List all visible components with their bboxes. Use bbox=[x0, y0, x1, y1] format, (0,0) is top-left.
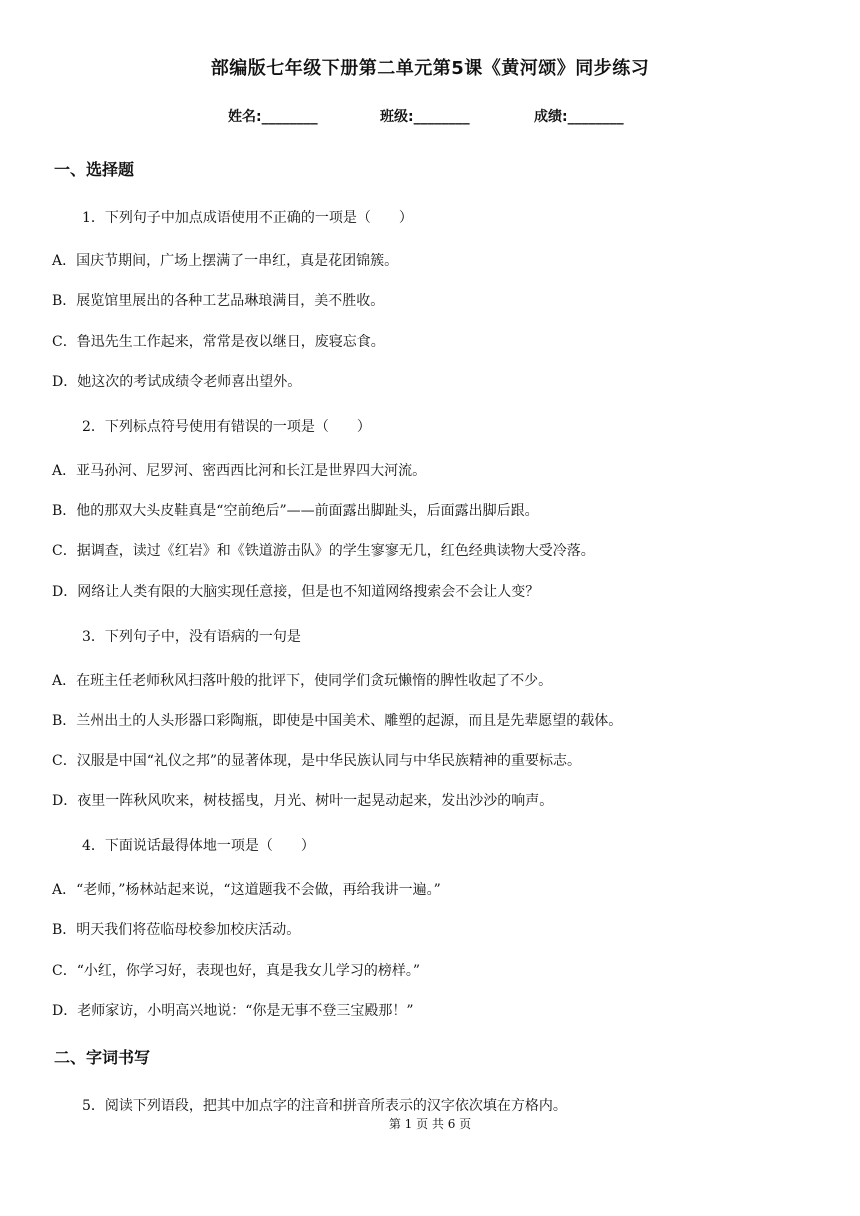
question-option: D．网络让人类有限的大脑实现任意接，但是也不知道网络搜索会不会让人变？ bbox=[52, 584, 540, 600]
question-option: A．在班主任老师秋风扫落叶般的批评下，使同学们贪玩懒惰的脾性收起了不少。 bbox=[52, 673, 553, 689]
question-option: D．老师家访，小明高兴地说：“你是无事不登三宝殿那！” bbox=[52, 1003, 414, 1019]
page-title: 部编版七年级下册第二单元第5课《黄河颂》同步练习 bbox=[210, 58, 650, 79]
question-stem: 4．下面说话最得体地一项是（ ） bbox=[82, 838, 315, 854]
question-option: B．明天我们将莅临母校参加校庆活动。 bbox=[52, 922, 301, 938]
question-option: A．“老师，”杨林站起来说，“这道题我不会做，再给我讲一遍。” bbox=[52, 882, 441, 898]
question-option: C．“小红，你学习好，表现也好，真是我女儿学习的榜样。” bbox=[52, 963, 421, 979]
question-option: C．据调查，读过《红岩》和《铁道游击队》的学生寥寥无几，红色经典读物大受冷落。 bbox=[52, 543, 595, 559]
score-field-label: 成绩:________ bbox=[534, 109, 624, 125]
question-option: B．他的那双大头皮鞋真是“空前绝后”——前面露出脚趾头，后面露出脚后跟。 bbox=[52, 503, 539, 519]
class-field-label: 班级:________ bbox=[380, 109, 470, 125]
section-heading: 一、选择题 bbox=[54, 160, 135, 179]
question-option: C．鲁迅先生工作起来，常常是夜以继日，废寝忘食。 bbox=[52, 334, 385, 350]
section-heading: 二、字词书写 bbox=[54, 1048, 151, 1067]
question-option: A．亚马孙河、尼罗河、密西西比河和长江是世界四大河流。 bbox=[52, 463, 427, 479]
question-stem: 3．下列句子中，没有语病的一句是 bbox=[82, 629, 301, 645]
page-footer: 第 1 页 共 6 页 bbox=[388, 1117, 472, 1131]
question-option: B．展览馆里展出的各种工艺品琳琅满目，美不胜收。 bbox=[52, 293, 385, 309]
question-option: B．兰州出土的人头形器口彩陶瓶，即使是中国美术、雕塑的起源，而且是先辈愿望的载体。 bbox=[52, 713, 623, 729]
name-field-label: 姓名:________ bbox=[228, 109, 318, 125]
question-option: C．汉服是中国“礼仪之邦”的显著体现，是中华民族认同与中华民族精神的重要标志。 bbox=[52, 753, 582, 769]
question-option: D．她这次的考试成绩令老师喜出望外。 bbox=[52, 374, 302, 390]
question-option: D．夜里一阵秋风吹来，树枝摇曳，月光、树叶一起晃动起来，发出沙沙的响声。 bbox=[52, 793, 554, 809]
question-stem: 1．下列句子中加点成语使用不正确的一项是（ ） bbox=[82, 210, 413, 226]
question-stem: 5．阅读下列语段，把其中加点字的注音和拼音所表示的汉字依次填在方格内。 bbox=[82, 1098, 567, 1114]
question-option: A．国庆节期间，广场上摆满了一串红，真是花团锦簇。 bbox=[52, 253, 399, 269]
question-stem: 2．下列标点符号使用有错误的一项是（ ） bbox=[82, 419, 371, 435]
